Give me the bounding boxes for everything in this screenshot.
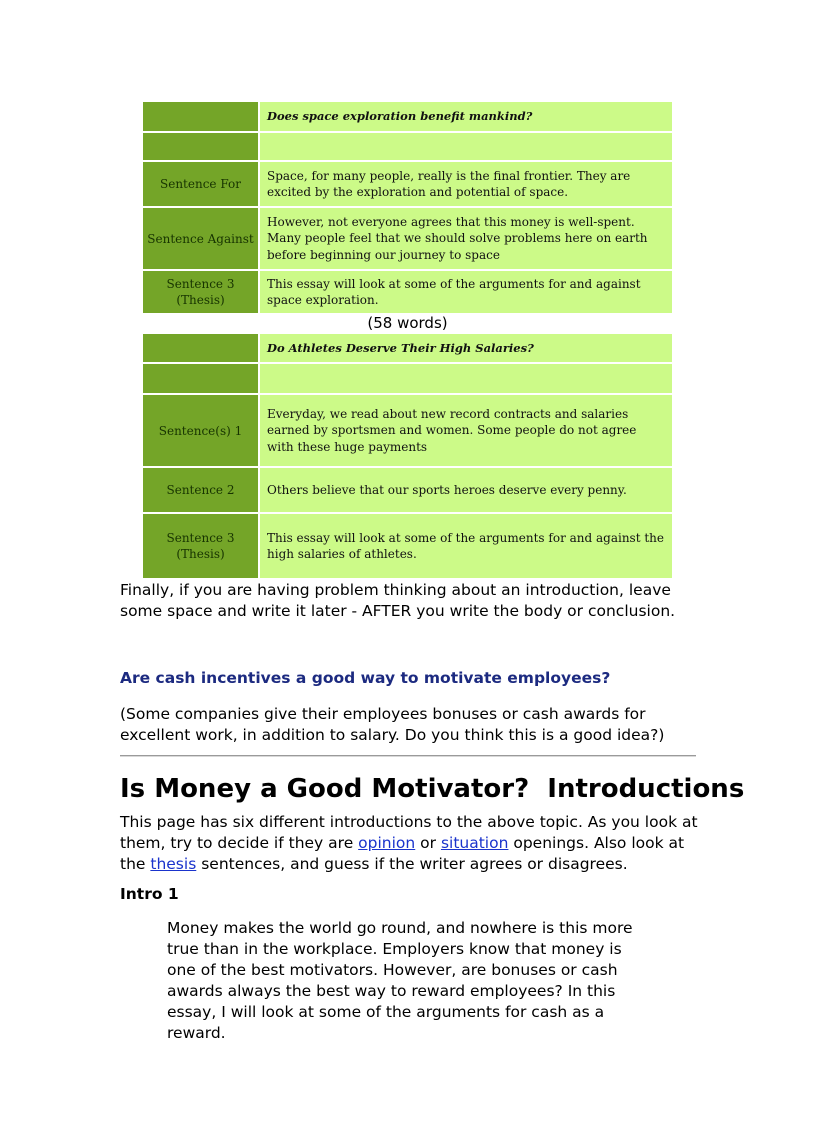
row-label-line: Sentence 3	[166, 277, 235, 291]
table-empty-cell	[259, 363, 672, 394]
finally-paragraph: Finally, if you are having problem thinking about an introduction, leave some space and write it later - AFTER you write the body or conclusion.	[120, 581, 676, 620]
row-label: Sentence Against	[143, 207, 259, 270]
table-row	[143, 394, 672, 467]
row-label-line: (Thesis)	[176, 293, 225, 307]
essay-question: Are cash incentives a good way to motivate employees?	[120, 669, 611, 687]
table-row	[143, 363, 672, 394]
opinion-link[interactable]: opinion	[358, 834, 416, 852]
row-label-line: (Thesis)	[176, 547, 225, 561]
description-text: sentences, and guess if the writer agrees or disagrees.	[196, 855, 628, 873]
essay-table-space	[143, 102, 672, 315]
table-row	[143, 207, 672, 270]
intro-1-text: Money makes the world go round, and nowhere is this more true than in the workplace. Employers know that money is one of the best motivators. However, are bonuses or cash awards always the best way to reward employees? In this essay, I will look at some of the arguments for cash as a reward.	[167, 919, 633, 1042]
page-description	[120, 812, 705, 875]
page-title: Is Money a Good Motivator? Introductions	[120, 774, 745, 804]
question-note: (Some companies give their employees bonuses or cash awards for excellent work, in addition to salary. Do you think this is a good idea?)	[120, 705, 665, 744]
table-label-cell	[143, 102, 259, 132]
row-text: Space, for many people, really is the final frontier. They are excited by the exploration and potential of space.	[259, 161, 672, 207]
row-label	[143, 270, 259, 314]
row-text: Others believe that our sports heroes deserve every penny.	[259, 467, 672, 513]
description-text: or	[415, 834, 441, 852]
row-label: Sentence 2	[143, 467, 259, 513]
row-label: Sentence(s) 1	[143, 394, 259, 467]
row-label-line: Sentence 3	[166, 531, 235, 545]
table-row	[143, 467, 672, 513]
word-count: (58 words)	[367, 314, 448, 332]
table-empty-cell	[259, 132, 672, 161]
thesis-link[interactable]: thesis	[150, 855, 197, 873]
table-label-cell	[143, 363, 259, 394]
table-row	[143, 102, 672, 132]
table-row	[143, 513, 672, 579]
essay-table-athletes	[143, 334, 672, 580]
table-title: Do Athletes Deserve Their High Salaries?	[259, 334, 672, 363]
situation-link[interactable]: situation	[440, 834, 509, 852]
table-row	[143, 161, 672, 207]
table-label-cell	[143, 334, 259, 363]
description-text: openings. Also look at the	[120, 834, 685, 873]
row-text: Everyday, we read about new record contracts and salaries earned by sportsmen and women. Some people do not agree with these huge payments	[259, 394, 672, 467]
row-text: However, not everyone agrees that this money is well-spent. Many people feel that we should solve problems here on earth before beginning our journey to space	[259, 207, 672, 270]
table-label-cell	[143, 132, 259, 161]
table-title: Does space exploration benefit mankind?	[259, 102, 672, 132]
row-text: This essay will look at some of the arguments for and against space exploration.	[259, 270, 672, 314]
description-text: This page has six different introductions to the above topic. As you look at them, try to decide if they are	[120, 813, 698, 852]
table-row	[143, 334, 672, 363]
row-text: This essay will look at some of the arguments for and against the high salaries of athletes.	[259, 513, 672, 579]
horizontal-divider	[120, 755, 696, 757]
intro-1-label: Intro 1	[120, 885, 179, 903]
row-label: Sentence For	[143, 161, 259, 207]
row-label	[143, 513, 259, 579]
table-row	[143, 132, 672, 161]
table-row	[143, 270, 672, 314]
